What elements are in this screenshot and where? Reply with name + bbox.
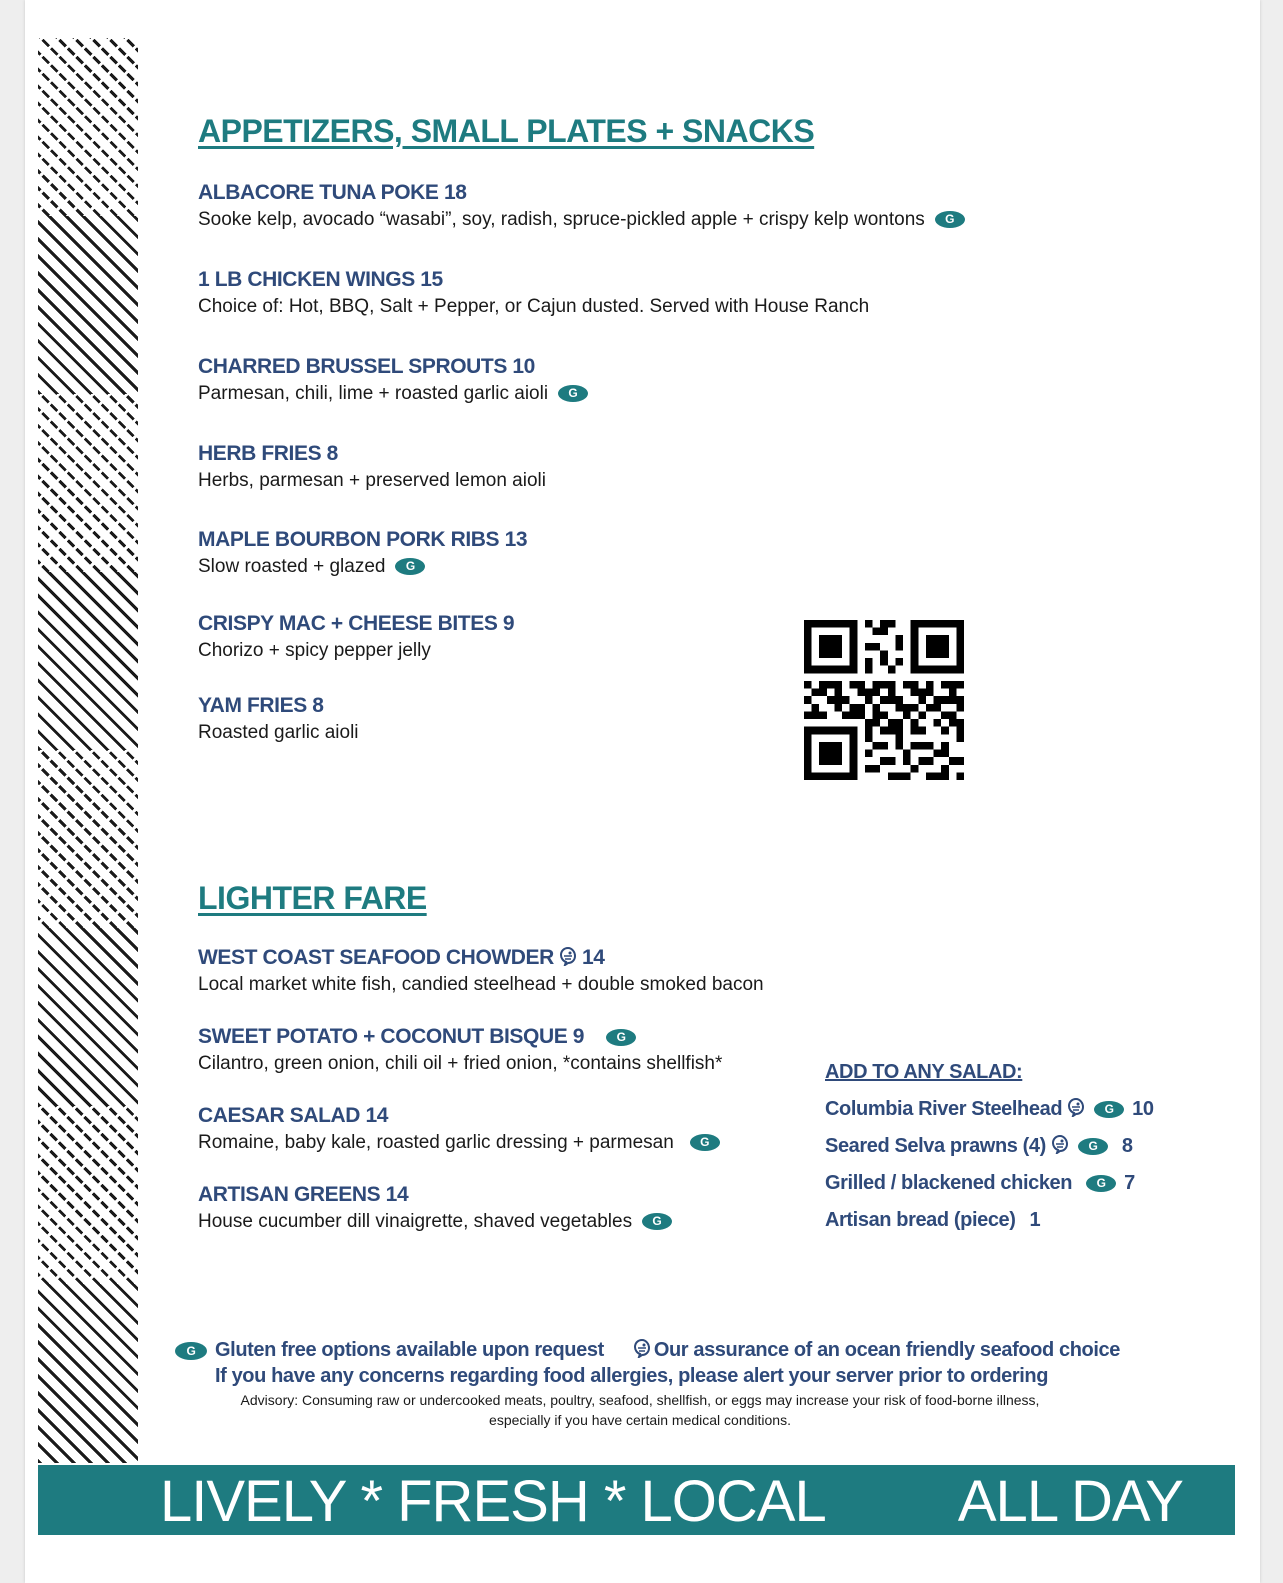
menu-item	[198, 354, 588, 408]
item-name: MAPLE BOURBON PORK RIBS 13	[198, 528, 528, 551]
item-description: House cucumber dill vinaigrette, shaved vegetables G	[198, 1208, 672, 1236]
item-description: Slow roasted + glazed G	[198, 553, 527, 581]
item-name: WEST COAST SEAFOOD CHOWDER 14	[198, 946, 605, 969]
allergy-note: If you have any concerns regarding food allergies, please alert your server prior to ordering	[215, 1365, 1049, 1387]
add-to-salad-title: ADD TO ANY SALAD:	[825, 1061, 1023, 1083]
menu-item	[198, 1024, 722, 1078]
appetizers-title: APPETIZERS, SMALL PLATES + SNACKS	[198, 113, 815, 149]
gluten-free-badge-icon: G	[690, 1134, 720, 1151]
item-name: ARTISAN GREENS 14	[198, 1183, 409, 1206]
footer-slogan: LIVELY * FRESH * LOCAL	[160, 1469, 826, 1534]
decorative-zigzag-border	[38, 38, 138, 1463]
gluten-free-badge-icon: G	[1094, 1101, 1124, 1118]
item-description: Choice of: Hot, BBQ, Salt + Pepper, or Cajun dusted. Served with House Ranch	[198, 296, 870, 317]
item-description: Local market white fish, candied steelhead + double smoked bacon	[198, 974, 764, 995]
footer-banner	[38, 1465, 1235, 1535]
ocean-wise-fish-icon	[632, 1338, 652, 1358]
ocean-friendly-note: Our assurance of an ocean friendly seafood choice	[653, 1339, 1120, 1361]
gluten-free-note: Gluten free options available upon request	[215, 1339, 604, 1361]
menu-item	[198, 527, 527, 581]
item-description: Parmesan, chili, lime + roasted garlic aioli G	[198, 380, 588, 408]
gluten-free-badge-icon: G	[558, 385, 588, 402]
gluten-free-badge-icon: G	[1086, 1175, 1116, 1192]
menu-item	[198, 441, 546, 495]
addon-item: Seared Selva prawns (4) G 8	[825, 1135, 1133, 1157]
menu-item	[198, 1182, 672, 1236]
item-name: HERB FRIES 8	[198, 442, 338, 465]
menu-item	[198, 611, 514, 665]
item-description: Herbs, parmesan + preserved lemon aioli	[198, 470, 546, 491]
item-name: YAM FRIES 8	[198, 694, 324, 717]
item-description: Roasted garlic aioli	[198, 722, 359, 743]
menu-item	[198, 180, 965, 234]
item-description: Chorizo + spicy pepper jelly	[198, 640, 431, 661]
item-description: Romaine, baby kale, roasted garlic dressing + parmesan G	[198, 1129, 720, 1157]
ocean-wise-fish-icon	[558, 946, 578, 966]
menu-item	[198, 1103, 720, 1157]
gluten-free-badge-icon: G	[606, 1029, 636, 1046]
item-name: CHARRED BRUSSEL SPROUTS 10	[198, 355, 535, 378]
addon-item: Artisan bread (piece) 1	[825, 1209, 1041, 1231]
lighter-fare-title: LIGHTER FARE	[198, 880, 427, 916]
footer-all-day: ALL DAY	[957, 1469, 1183, 1534]
menu-item	[198, 693, 359, 747]
gluten-free-badge-icon: G	[935, 211, 965, 228]
menu-item	[198, 267, 869, 321]
advisory-text: Advisory: Consuming raw or undercooked meats, poultry, seafood, shellfish, or eggs may increase your risk of food-borne illness, especially if you have certain medical conditions.	[240, 1392, 1040, 1428]
addon-item: Grilled / blackened chicken G 7	[825, 1172, 1135, 1194]
item-description: Cilantro, green onion, chili oil + fried onion, *contains shellfish*	[198, 1053, 723, 1074]
qr-code[interactable]	[804, 620, 964, 780]
gluten-free-badge-icon: G	[1078, 1138, 1108, 1155]
legend	[175, 1337, 1135, 1389]
gluten-free-badge-icon: G	[395, 558, 425, 575]
add-to-salad-section	[825, 1061, 1154, 1244]
gluten-free-badge-icon: G	[642, 1213, 672, 1230]
item-name: CAESAR SALAD 14	[198, 1104, 389, 1127]
item-name: SWEET POTATO + COCONUT BISQUE 9 G	[198, 1024, 722, 1050]
gluten-free-badge-icon: G	[175, 1342, 207, 1360]
item-description: Sooke kelp, avocado “wasabi”, soy, radish, spruce-pickled apple + crispy kelp wontons G	[198, 206, 965, 234]
item-name: ALBACORE TUNA POKE 18	[198, 181, 467, 204]
menu-item	[198, 945, 764, 999]
addon-item: Columbia River Steelhead G 10	[825, 1098, 1154, 1120]
item-name: 1 LB CHICKEN WINGS 15	[198, 268, 443, 291]
ocean-wise-fish-icon	[1050, 1134, 1070, 1154]
item-name: CRISPY MAC + CHEESE BITES 9	[198, 612, 515, 635]
ocean-wise-fish-icon	[1066, 1097, 1086, 1117]
